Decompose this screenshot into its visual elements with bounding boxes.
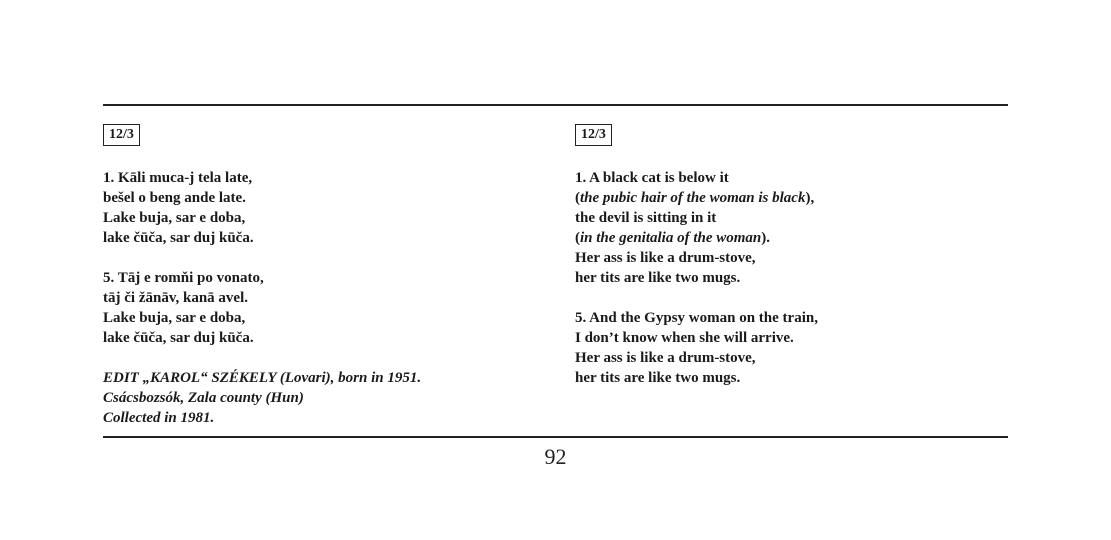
stanza-5-translation [575, 308, 1005, 388]
verse-line: bešel o beng ande late. [103, 190, 246, 206]
verse-line-annotated: (the pubic hair of the woman is black), [575, 190, 815, 206]
stanza-1-translation [575, 168, 1005, 288]
verse-line: lake čūča, sar duj kūča. [103, 230, 254, 246]
verse-line: 5. Tāj e romňi po vonato, [103, 270, 264, 286]
source-line: EDIT „KAROL“ SZÉKELY (Lovari), born in 1951. [103, 370, 422, 386]
bottom-rule [103, 436, 1008, 438]
verse-line: lake čūča, sar duj kūča. [103, 330, 254, 346]
verse-line: the devil is sitting in it [575, 210, 717, 226]
stanza-5 [103, 268, 543, 348]
verse-line: Lake buja, sar e doba, [103, 310, 246, 326]
verse-line: tāj či žānāv, kanā avel. [103, 290, 248, 306]
verse-line: Lake buja, sar e doba, [103, 210, 246, 226]
original-text-column [103, 124, 543, 428]
verse-line: her tits are like two mugs. [575, 270, 741, 286]
verse-line-annotated: (in the genitalia of the woman). [575, 230, 771, 246]
verse-line: 5. And the Gypsy woman on the train, [575, 310, 818, 326]
verse-line: Her ass is like a drum-stove, [575, 250, 756, 266]
annotation: in the genitalia of the woman [580, 230, 762, 246]
verse-line: her tits are like two mugs. [575, 370, 741, 386]
source-line: Csácsbozsók, Zala county (Hun) [103, 390, 304, 406]
source-line: Collected in 1981. [103, 410, 215, 426]
annotation: the pubic hair of the woman is black [580, 190, 806, 206]
stanza-1 [103, 168, 543, 248]
top-rule [103, 104, 1008, 106]
verse-line: 1. A black cat is below it [575, 170, 729, 186]
verse-line: Her ass is like a drum-stove, [575, 350, 756, 366]
song-id-box: 12/3 [103, 124, 140, 146]
translation-column [575, 124, 1005, 388]
song-id-box: 12/3 [575, 124, 612, 146]
verse-line: 1. Kāli muca-j tela late, [103, 170, 253, 186]
page-number: 92 [544, 444, 567, 469]
source-note [103, 368, 543, 428]
verse-line: I don’t know when she will arrive. [575, 330, 794, 346]
